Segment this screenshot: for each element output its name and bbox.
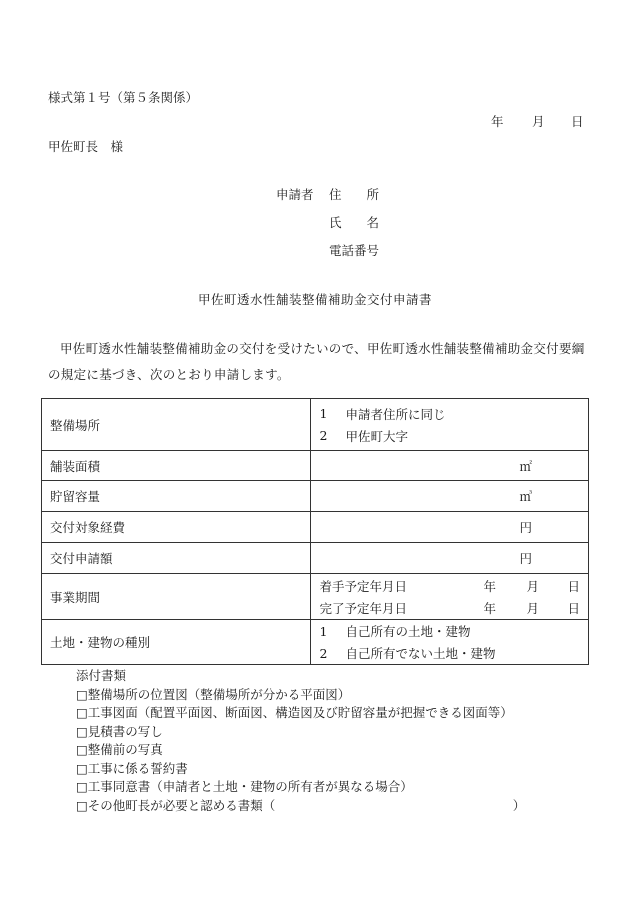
application-table <box>41 398 589 665</box>
storage-unit: ㎥ <box>519 489 532 504</box>
land-type-option-1[interactable]: 1 自己所有の土地・建物 <box>319 623 471 639</box>
date-year-label: 年 <box>491 114 504 129</box>
table-row <box>42 620 589 665</box>
requested-amount-unit: 円 <box>519 551 532 566</box>
land-type-option-2[interactable]: 2 自己所有でない土地・建物 <box>319 645 496 661</box>
table-row <box>42 574 589 620</box>
land-type-options <box>311 620 589 665</box>
location-option-1[interactable]: 1 申請者住所に同じ <box>319 406 446 422</box>
table-row <box>42 399 589 451</box>
attachment-item[interactable]: □工事同意書（申請者と土地・建物の所有者が異なる場合） <box>76 779 413 794</box>
applicant-address-label: 住 所 <box>329 187 380 202</box>
date-day-label: 日 <box>571 114 584 129</box>
table-row <box>42 512 589 543</box>
requested-amount-label: 交付申請額 <box>42 543 311 574</box>
period-label: 事業期間 <box>42 574 311 620</box>
paved-area-label: 舗装面積 <box>42 451 311 481</box>
attachment-item[interactable]: □工事に係る誓約書 <box>76 760 188 776</box>
start-date-field[interactable]: 着手予定年月日 年 月 日 <box>319 578 580 594</box>
location-option-2[interactable]: 2 甲佐町大字 <box>319 428 408 444</box>
eligible-cost-unit: 円 <box>519 520 532 535</box>
applicant-phone-label: 電話番号 <box>329 243 380 258</box>
storage-field[interactable] <box>311 481 589 512</box>
requested-amount-field[interactable] <box>311 543 589 574</box>
table-row <box>42 481 589 512</box>
eligible-cost-field[interactable] <box>311 512 589 543</box>
intro-paragraph: 甲佐町透水性舗装整備補助金の交付を受けたいので、甲佐町透水性舗装整備補助金交付要綱の規定に基づき、次のとおり申請します。 <box>48 341 585 382</box>
attachment-item[interactable]: □整備前の写真 <box>76 742 163 757</box>
form-number: 様式第１号（第５条関係） <box>48 90 199 105</box>
table-row <box>42 543 589 574</box>
applicant-name-label: 氏 名 <box>329 215 380 230</box>
period-fields <box>311 574 589 620</box>
applicant-label: 申請者 <box>276 187 314 202</box>
end-date-field[interactable]: 完了予定年月日 年 月 日 <box>319 600 580 616</box>
attachments-heading: 添付書類 <box>76 668 127 683</box>
addressee: 甲佐町長 様 <box>48 139 124 154</box>
attachments-section <box>76 667 525 815</box>
attachment-item[interactable]: □工事図面（配置平面図、断面図、構造図及び貯留容量が把握できる図面等） <box>76 705 513 720</box>
date-month-label: 月 <box>532 114 545 129</box>
storage-label: 貯留容量 <box>42 481 311 512</box>
document-title: 甲佐町透水性舗装整備補助金交付申請書 <box>197 292 432 307</box>
location-label: 整備場所 <box>42 399 311 451</box>
eligible-cost-label: 交付対象経費 <box>42 512 311 543</box>
attachment-item[interactable]: □見積書の写し <box>76 723 163 739</box>
table-row <box>42 451 589 481</box>
location-options <box>311 399 589 451</box>
paved-area-field[interactable] <box>311 451 589 481</box>
attachment-item[interactable]: □その他町長が必要と認める書類（ ） <box>76 797 526 813</box>
attachment-item[interactable]: □整備場所の位置図（整備場所が分かる平面図） <box>76 686 351 702</box>
paved-area-unit: ㎡ <box>519 458 532 474</box>
land-type-label: 土地・建物の種別 <box>42 620 311 665</box>
